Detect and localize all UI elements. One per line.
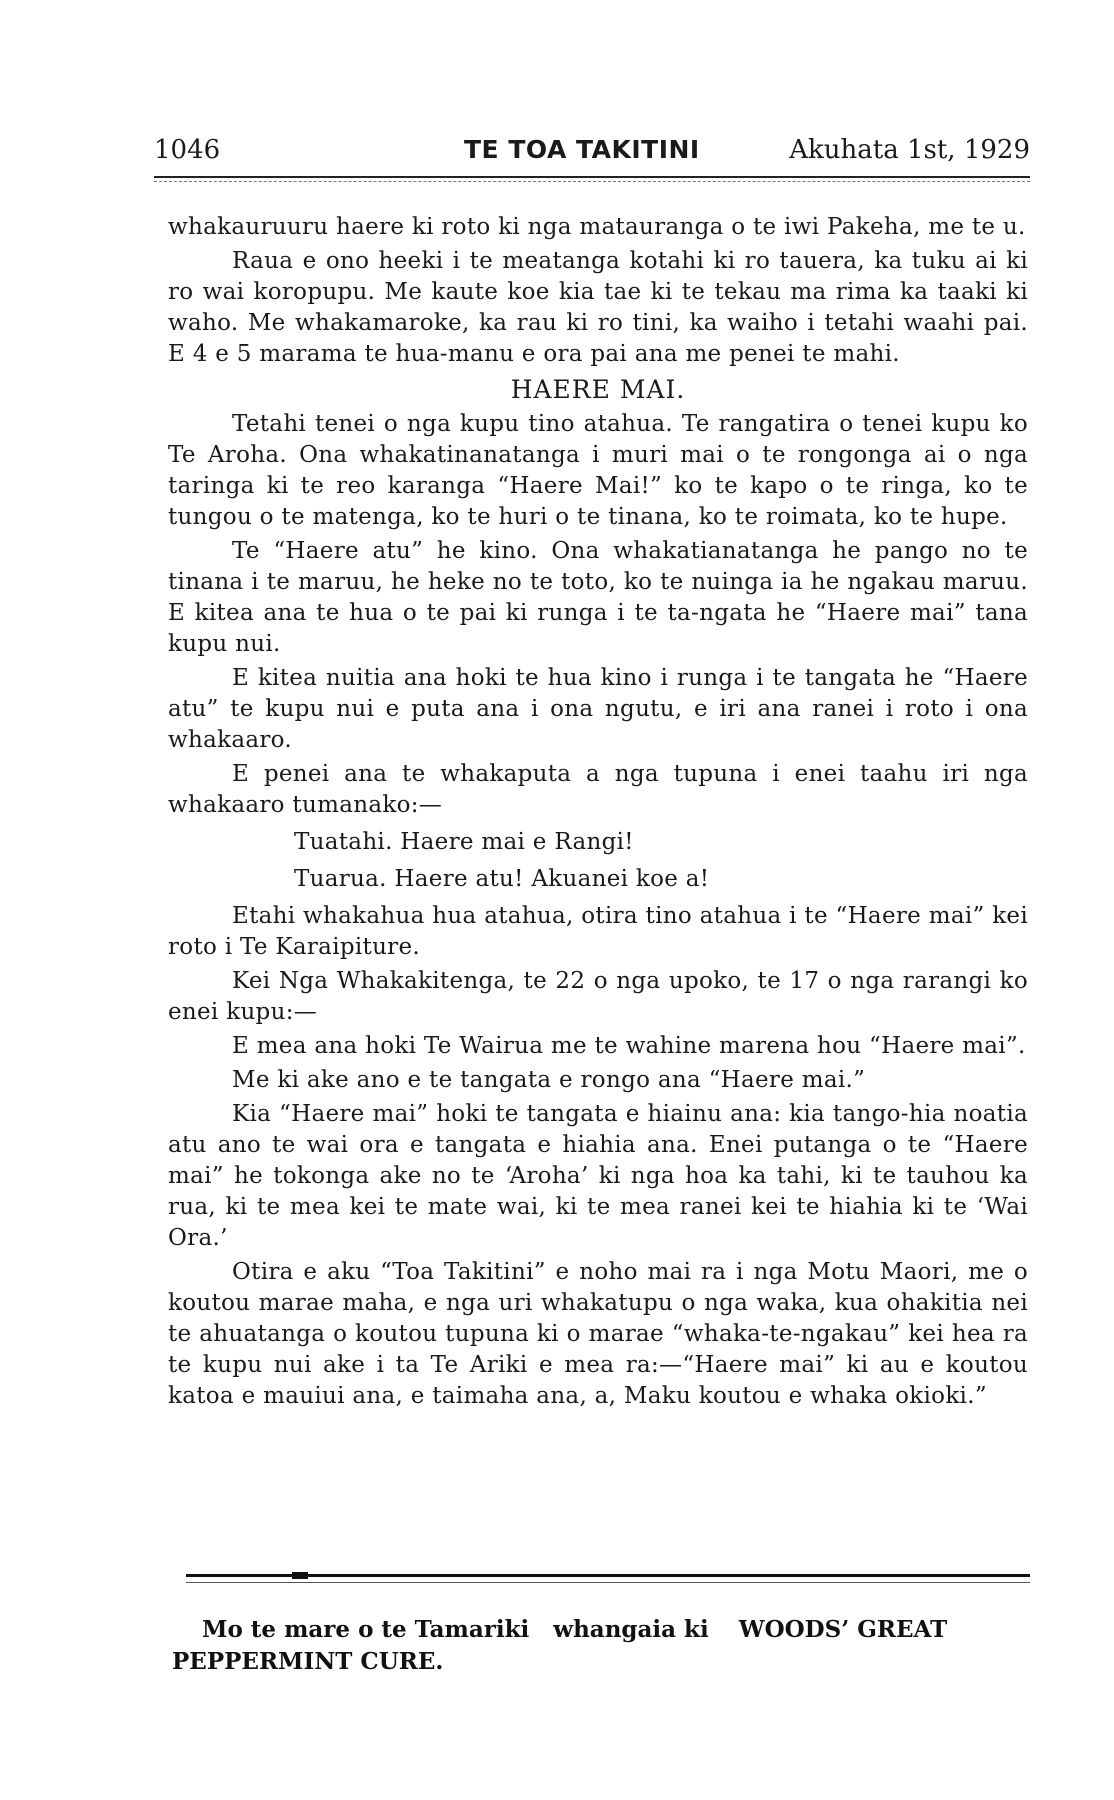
advert-line-2: PEPPERMINT CURE.	[172, 1648, 444, 1675]
footer-rule	[186, 1574, 1030, 1577]
paragraph-1: whakauruuru haere ki roto ki nga matauranga o te iwi Pakeha, me te u.	[168, 214, 1026, 240]
publication-title: TE TOA TAKITINI	[464, 135, 700, 164]
paragraph-8: Kei Nga Whakakitenga, te 22 o nga upoko, te 17 o nga rarangi ko enei kupu:—	[168, 968, 1028, 1025]
verse-line-2: Tuarua. Haere atu! Akuanei koe a!	[294, 866, 710, 892]
article-body	[168, 212, 1028, 1415]
paragraph-12: Otira e aku “Toa Takitini” e noho mai ra i nga Motu Maori, me o koutou marae maha, e nga uri whakatupu o nga waka, kua ohakitia nei te ahuatanga o koutou tupuna ki o marae “whaka-te-ngakau” kei hea ra te kupu nui ake i ta Te Ariki e mea ra:—“Haere mai” ki au e koutou katoa e mauiui ana, e taimaha ana, a, Maku koutou e whaka okioki.”	[168, 1259, 1028, 1409]
issue-date: Akuhata 1st, 1929	[789, 135, 1030, 165]
paragraph-9: E mea ana hoki Te Wairua me te wahine marena hou “Haere mai”.	[232, 1033, 1026, 1059]
paragraph-3: Tetahi tenei o nga kupu tino atahua. Te rangatira o tenei kupu ko Te Aroha. Ona whakatinanatanga i muri mai o te rongonga ai o nga taringa ki te reo karanga “Haere Mai!” ko te kapo o te ringa, ko te tungou o te matenga, ko te huri o te tinana, ko te roimata, ko te hupe.	[168, 411, 1028, 530]
footer-rule-thin	[186, 1582, 1030, 1583]
advert-brand: WOODS’ GREAT	[738, 1616, 948, 1643]
advert-text-2: whangaia ki	[553, 1616, 709, 1643]
paragraph-4: Te “Haere atu” he kino. Ona whakatianatanga he pango no te tinana i te maruu, he heke no te toto, ko te nuinga ia he ngakau maruu. E kitea ana te hua o te pai ki runga i te ta-ngata he “Haere mai” tana kupu nui.	[168, 538, 1028, 657]
page-header	[154, 130, 1030, 170]
verse-line-1: Tuatahi. Haere mai e Rangi!	[294, 829, 634, 855]
paragraph-5: E kitea nuitia ana hoki te hua kino i runga i te tangata he “Haere atu” te kupu nui e puta ana i ona ngutu, e iri ana ranei i roto i ona whakaaro.	[168, 665, 1028, 753]
page-number: 1046	[154, 135, 221, 165]
header-rule	[154, 176, 1030, 178]
rule-ornament	[292, 1572, 308, 1579]
advertisement	[172, 1614, 1042, 1678]
advert-text-1: Mo te mare o te Tamariki	[202, 1616, 530, 1643]
advert-line-1	[172, 1614, 1042, 1646]
header-rule-thin	[154, 181, 1030, 182]
paragraph-2: Raua e ono heeki i te meatanga kotahi ki ro tauera, ka tuku ai ki ro wai koropupu. Me kaute koe kia tae ki te tekau ma rima ka taaki ki waho. Me whakamaroke, ka rau ki ro tini, ka waiho i tetahi waahi pai. E 4 e 5 marama te hua-manu e ora pai ana me penei te mahi.	[168, 248, 1028, 367]
paragraph-7: Etahi whakahua hua atahua, otira tino atahua i te “Haere mai” kei roto i Te Karaipiture.	[168, 903, 1028, 960]
section-heading: HAERE MAI.	[510, 375, 686, 404]
paragraph-11: Kia “Haere mai” hoki te tangata e hiainu ana: kia tango-hia noatia atu ano te wai ora e tangata e hiahia ana. Enei putanga o te “Haere mai” he tokonga ake no te ‘Aroha’ ki nga hoa ka tahi, ki te tauhou ka rua, ki te mea kei te mate wai, ki te mea ranei kei te hiahia ki te ‘Wai Ora.’	[168, 1101, 1028, 1251]
paragraph-10: Me ki ake ano e te tangata e rongo ana “Haere mai.”	[232, 1067, 866, 1093]
paragraph-6: E penei ana te whakaputa a nga tupuna i enei taahu iri nga whakaaro tumanako:—	[168, 761, 1028, 818]
